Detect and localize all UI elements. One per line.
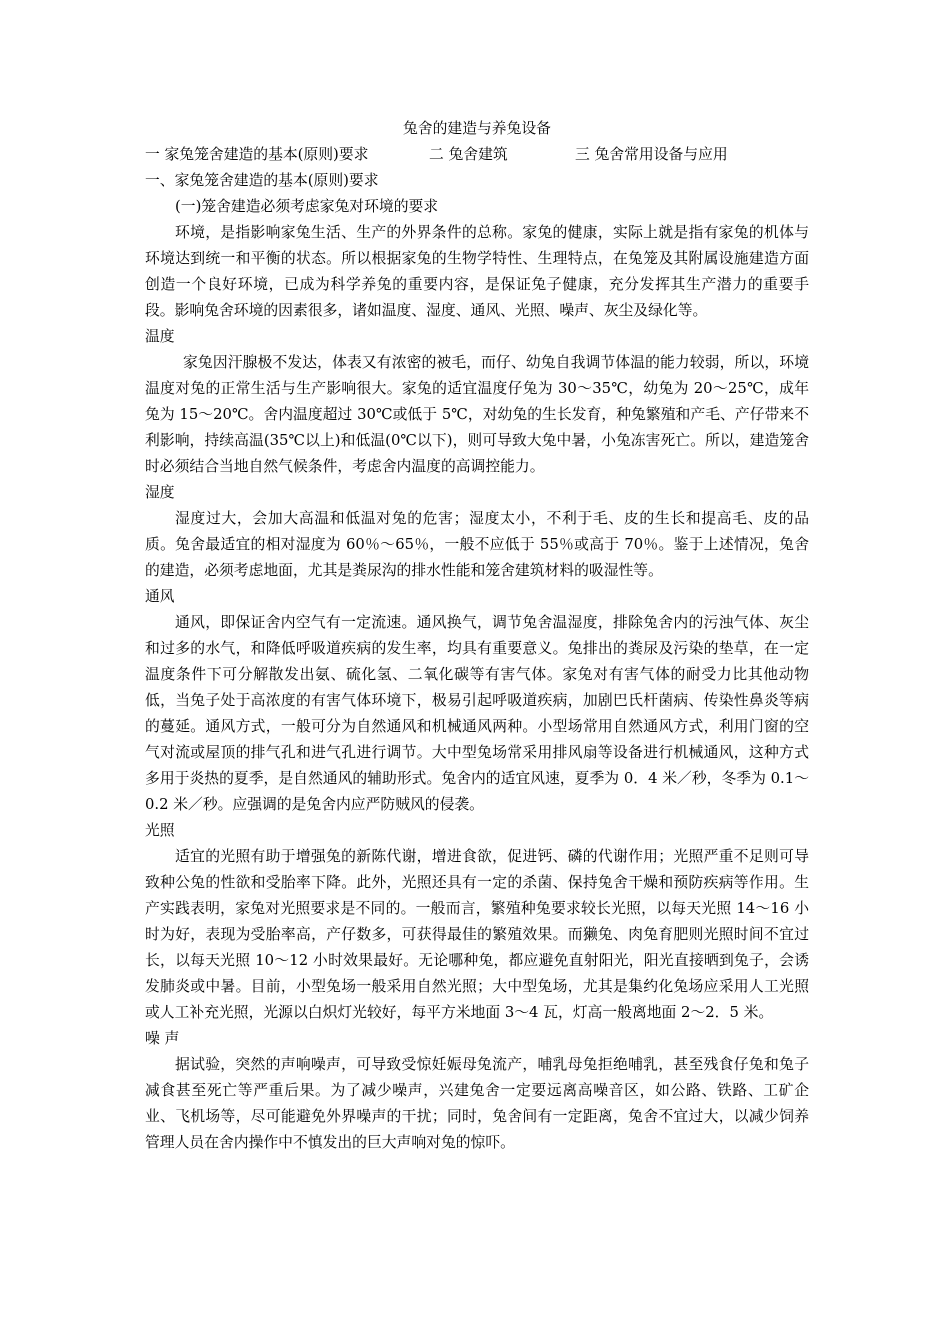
topic-heading-noise: 噪 声 — [145, 1030, 180, 1047]
topic-heading-humidity: 湿度 — [145, 484, 175, 501]
topic-heading-ventilation: 通风 — [145, 588, 175, 605]
toc-item-2: 二 兔舍建筑 — [429, 146, 508, 163]
topic-heading-lighting: 光照 — [145, 822, 175, 839]
topic-body-noise: 据试验，突然的声响噪声，可导致受惊妊娠母兔流产，哺乳母兔拒绝哺乳，甚至残食仔兔和兔子减食甚至死亡等严重后果。为了减少噪声，兴建兔舍一定要远离高噪音区，如公路、铁路、工矿企业、飞机场等，尽可能避免外界噪声的干扰；同时，兔舍间有一定距离，兔舍不宜过大，以减少饲养管理人员在舍内操作中不慎发出的巨大声响对兔的惊吓。 — [145, 1056, 809, 1151]
subsection-heading: (一)笼舍建造必须考虑家兔对环境的要求 — [175, 198, 439, 215]
toc-item-3: 三 兔舍常用设备与应用 — [575, 146, 728, 163]
topic-body-lighting: 适宜的光照有助于增强兔的新陈代谢，增进食欲，促进钙、磷的代谢作用；光照严重不足则可导致种公兔的性欲和受胎率下降。此外，光照还具有一定的杀菌、保持兔舍干燥和预防疾病等作用。生产实践表明，家兔对光照要求是不同的。一般而言，繁殖种兔要求较长光照，以每天光照 14～16 小时为好，表现为受胎率高，产仔数多，可获得最佳的繁殖效果。而獭兔、肉兔育肥则光照时间不宜过长，以每天光照 10～12 小时效果最好。无论哪种兔，都应避免直射阳光，阳光直接晒到兔子，会诱发肺炎或中暑。目前，小型兔场一般采用自然光照；大中型兔场，尤其是集约化兔场应采用人工光照或人工补充光照，光源以白炽灯光较好，每平方米地面 3～4 瓦，灯高一般离地面 2～2．5 米。 — [145, 848, 809, 1021]
toc-item-1: 一 家兔笼舍建造的基本(原则)要求 — [145, 146, 369, 163]
topic-body-ventilation: 通风，即保证舍内空气有一定流速。通风换气，调节兔舍温湿度，排除兔舍内的污浊气体、灰尘和过多的水气，和降低呼吸道疾病的发生率，均具有重要意义。兔排出的粪尿及污染的垫草，在一定温度条件下可分解散发出氨、硫化氢、二氧化碳等有害气体。家兔对有害气体的耐受力比其他动物低，当兔子处于高浓度的有害气体环境下，极易引起呼吸道疾病，加剧巴氏杆菌病、传染性鼻炎等病的蔓延。通风方式，一般可分为自然通风和机械通风两种。小型场常用自然通风方式，利用门窗的空气对流或屋顶的排气孔和进气孔进行调节。大中型兔场常采用排风扇等设备进行机械通风，这种方式多用于炎热的夏季，是自然通风的辅助形式。兔舍内的适宜风速，夏季为 0．4 米／秒，冬季为 0.1～0.2 米／秒。应强调的是兔舍内应严防贼风的侵袭。 — [145, 614, 809, 813]
topic-body-temperature: 家兔因汗腺极不发达，体表又有浓密的被毛，而仔、幼兔自我调节体温的能力较弱，所以，环境温度对兔的正常生活与生产影响很大。家兔的适宜温度仔兔为 30～35℃，幼兔为 20～25℃，成年兔为 15～20℃。舍内温度超过 30℃或低于 5℃，对幼兔的生长发育，种兔繁殖和产毛、产仔带来不利影响，持续高温(35℃以上)和低温(0℃以下)，则可导致大兔中暑，小兔冻害死亡。所以，建造笼舍时必须结合当地自然气候条件，考虑舍内温度的高调控能力。 — [145, 354, 809, 475]
document-title: 兔舍的建造与养兔设备 — [403, 120, 551, 137]
topic-heading-temperature: 温度 — [145, 328, 175, 345]
intro-paragraph: 环境，是指影响家兔生活、生产的外界条件的总称。家兔的健康，实际上就是指有家兔的机体与环境达到统一和平衡的状态。所以根据家兔的生物学特性、生理特点，在兔笼及其附属设施建造方面创造一个良好环境，已成为科学养兔的重要内容，是保证兔子健康，充分发挥其生产潜力的重要手段。影响兔舍环境的因素很多，诸如温度、湿度、通风、光照、噪声、灰尘及绿化等。 — [145, 224, 809, 319]
topic-body-humidity: 湿度过大，会加大高温和低温对兔的危害；湿度太小，不利于毛、皮的生长和提高毛、皮的品质。兔舍最适宜的相对湿度为 60％～65％，一般不应低于 55％或高于 70％。鉴于上述情况，兔舍的建造，必须考虑地面，尤其是粪尿沟的排水性能和笼舍建筑材料的吸湿性等。 — [145, 510, 809, 579]
document-body — [145, 116, 809, 1156]
section-heading: 一、家兔笼舍建造的基本(原则)要求 — [145, 172, 379, 189]
table-of-contents — [145, 142, 809, 168]
